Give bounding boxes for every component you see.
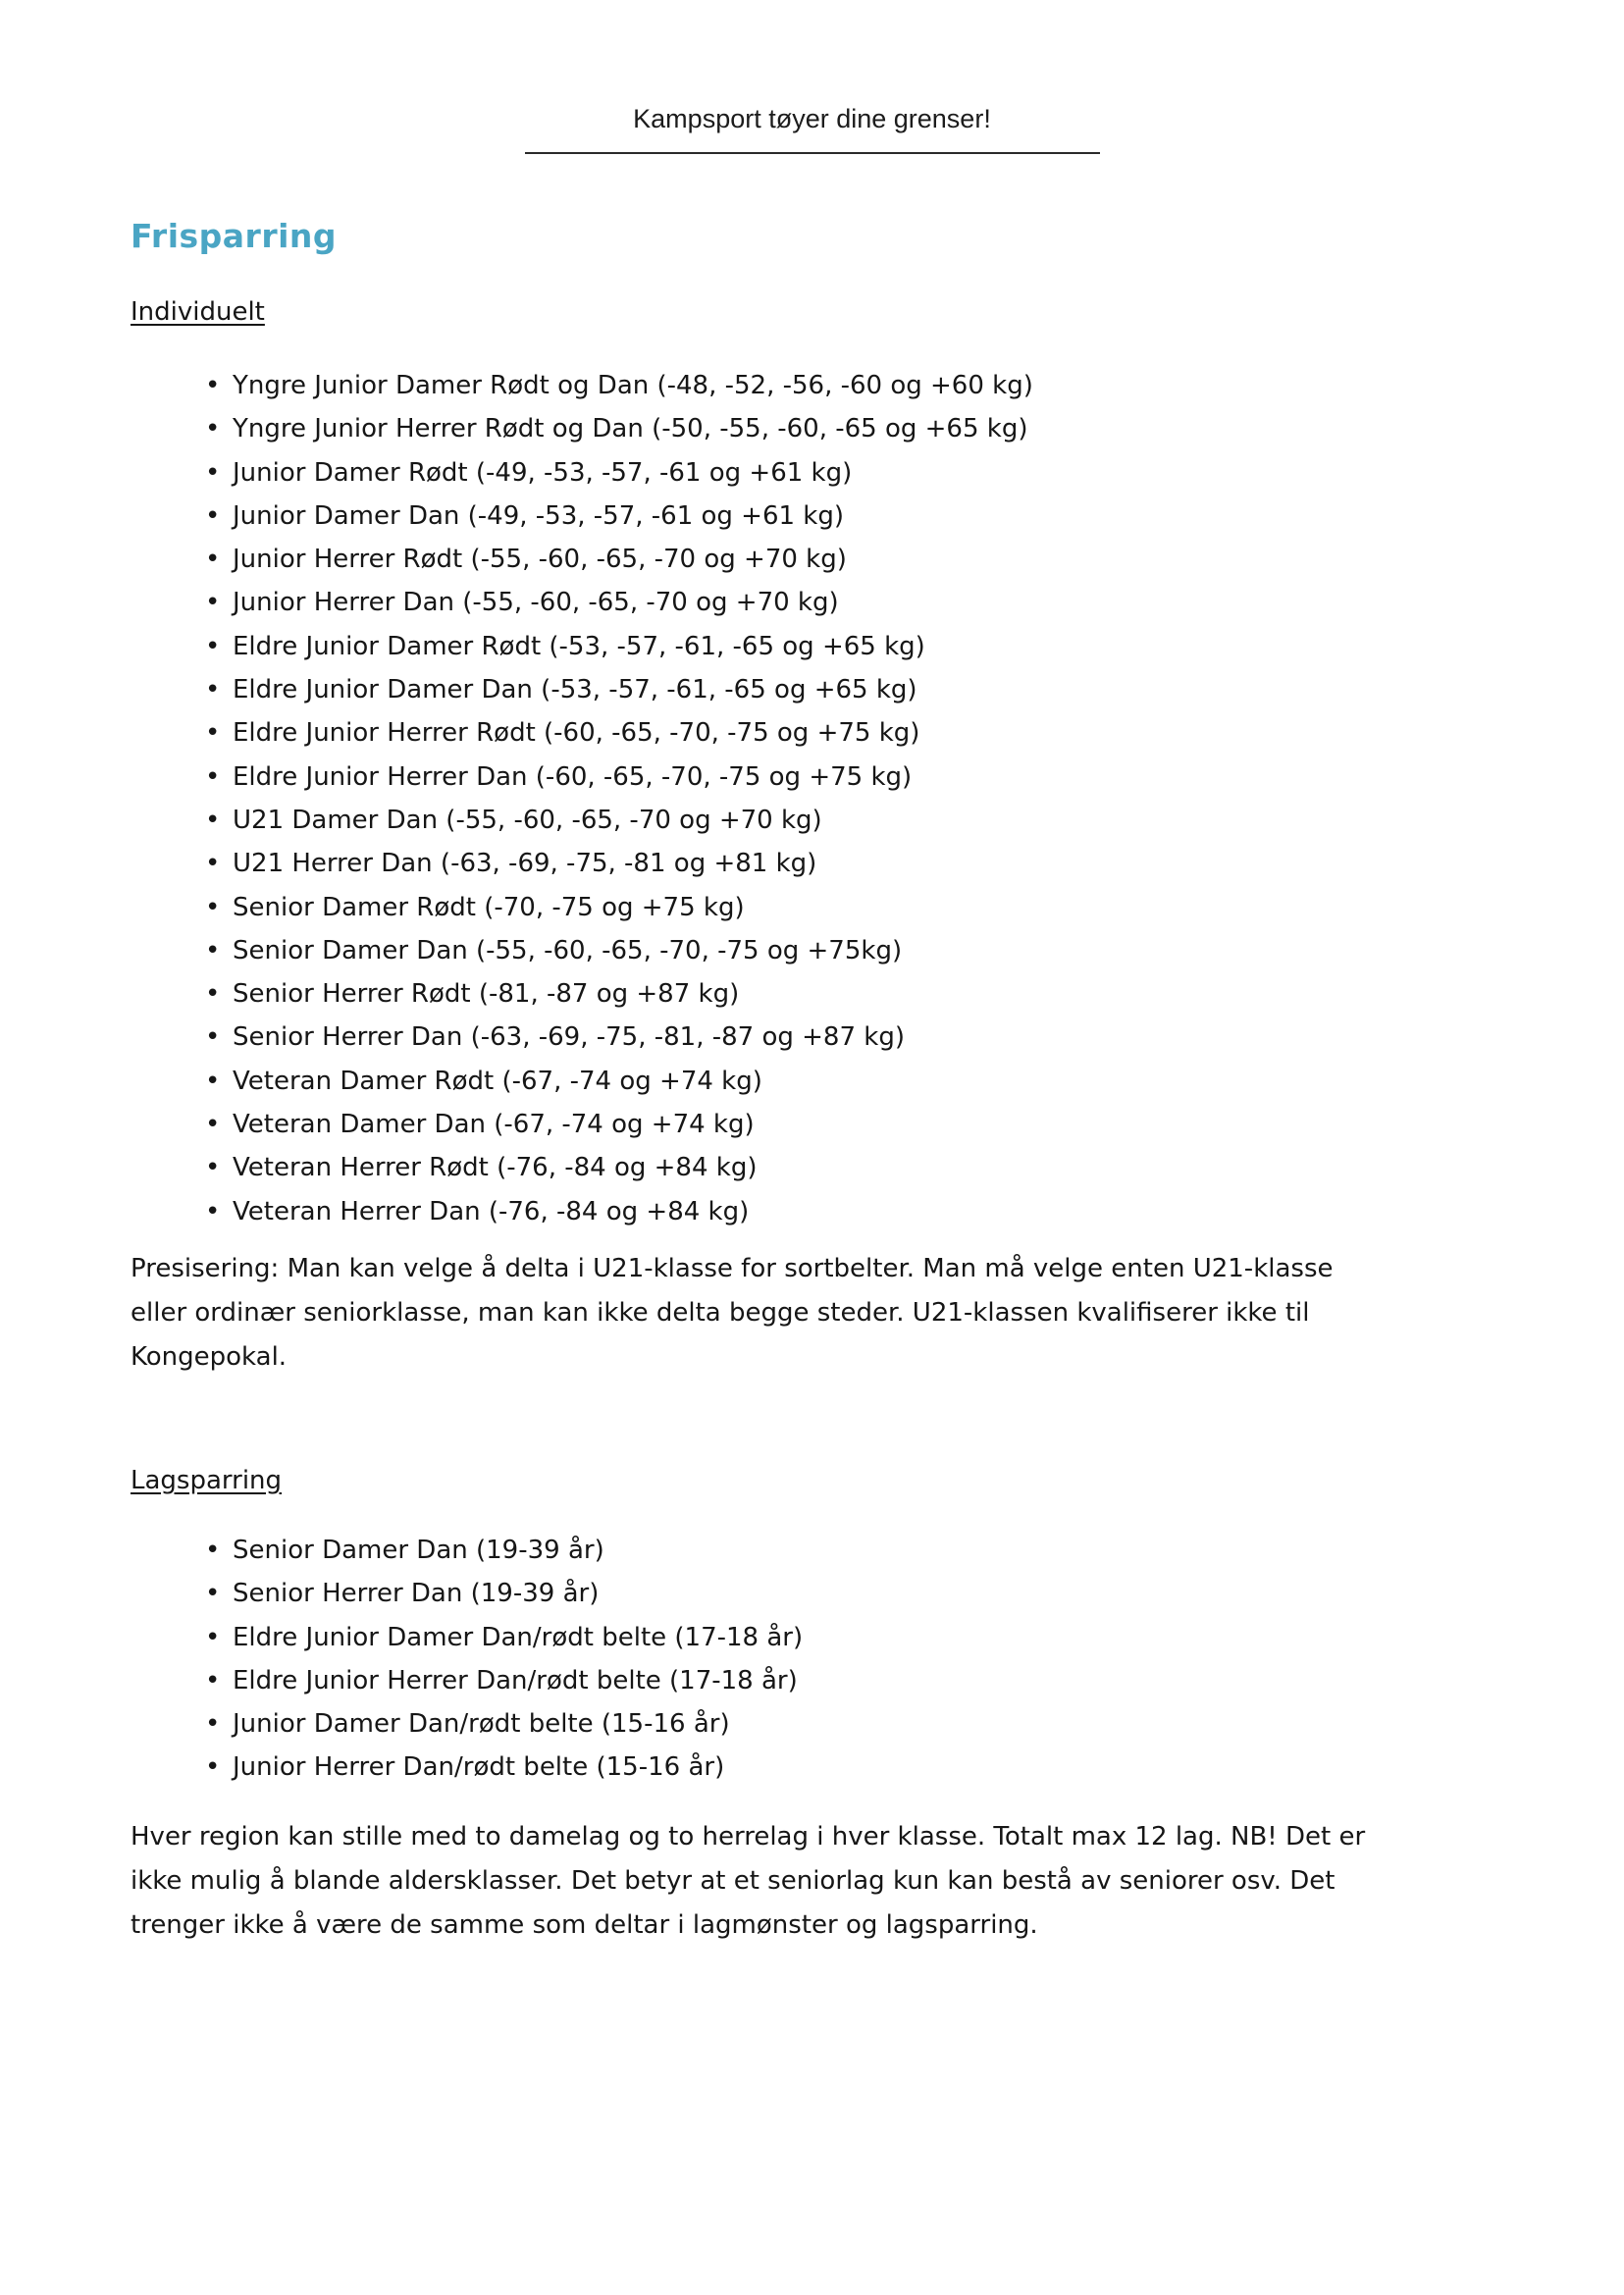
list-item: • Eldre Junior Herrer Rødt (-60, -65, -70, -75 og +75 kg) — [131, 711, 1526, 755]
page-title: Frisparring — [131, 217, 338, 255]
paragraph-line: Kongepokal. — [131, 1341, 288, 1372]
paragraph-line: ikke mulig å blande aldersklasser. Det betyr at et seniorlag kun kan bestå av seniorer osv. Det — [131, 1865, 1336, 1896]
presisering-paragraph — [131, 1247, 1526, 1380]
list-item: • Eldre Junior Damer Dan (-53, -57, -61, -65 og +65 kg) — [131, 668, 1526, 711]
list-item: • Senior Herrer Dan (19-39 år) — [131, 1572, 1526, 1615]
list-item: • U21 Damer Dan (-55, -60, -65, -70 og +70 kg) — [131, 799, 1526, 842]
section-heading-lagsparring: Lagsparring — [131, 1465, 283, 1495]
header-tagline: Kampsport tøyer dine grenser! — [633, 104, 991, 133]
paragraph-line: Presisering: Man kan velge å delta i U21-klasse for sortbelter. Man må velge enten U21-klasse — [131, 1253, 1334, 1283]
list-item: • Eldre Junior Damer Dan/rødt belte (17-18 år) — [131, 1616, 1526, 1659]
paragraph-line: eller ordinær seniorklasse, man kan ikke delta begge steder. U21-klassen kvalifiserer ikke til — [131, 1297, 1310, 1328]
document-header — [0, 0, 1624, 154]
list-item: • Junior Damer Rødt (-49, -53, -57, -61 og +61 kg) — [131, 451, 1526, 495]
team-classes-list — [131, 1529, 1526, 1790]
list-item: • Junior Herrer Rødt (-55, -60, -65, -70 og +70 kg) — [131, 538, 1526, 581]
paragraph-line: trenger ikke å være de samme som deltar i lagmønster og lagsparring. — [131, 1909, 1038, 1940]
list-item: • Veteran Damer Dan (-67, -74 og +74 kg) — [131, 1103, 1526, 1146]
list-item: • Senior Herrer Rødt (-81, -87 og +87 kg) — [131, 972, 1526, 1016]
list-item: • Veteran Herrer Dan (-76, -84 og +84 kg) — [131, 1190, 1526, 1233]
list-item: • Senior Damer Rødt (-70, -75 og +75 kg) — [131, 886, 1526, 929]
list-item: • U21 Herrer Dan (-63, -69, -75, -81 og +81 kg) — [131, 842, 1526, 885]
list-item: • Eldre Junior Herrer Dan/rødt belte (17-18 år) — [131, 1659, 1526, 1702]
list-item: • Yngre Junior Damer Rødt og Dan (-48, -52, -56, -60 og +60 kg) — [131, 364, 1526, 407]
list-item: • Junior Herrer Dan (-55, -60, -65, -70 og +70 kg) — [131, 581, 1526, 624]
list-item: • Senior Herrer Dan (-63, -69, -75, -81, -87 og +87 kg) — [131, 1016, 1526, 1059]
list-item: • Yngre Junior Herrer Rødt og Dan (-50, -55, -60, -65 og +65 kg) — [131, 407, 1526, 450]
list-item: • Junior Herrer Dan/rødt belte (15-16 år) — [131, 1746, 1526, 1789]
list-item: • Senior Damer Dan (-55, -60, -65, -70, -75 og +75kg) — [131, 929, 1526, 972]
paragraph-line: Hver region kan stille med to damelag og to herrelag i hver klasse. Totalt max 12 lag. NB! Det er — [131, 1821, 1366, 1852]
document-body — [131, 217, 1526, 1948]
list-item: • Junior Damer Dan (-49, -53, -57, -61 og +61 kg) — [131, 495, 1526, 538]
header-rule — [525, 152, 1100, 154]
lagsparring-note-paragraph — [131, 1815, 1526, 1948]
list-item: • Veteran Damer Rødt (-67, -74 og +74 kg) — [131, 1060, 1526, 1103]
list-item: • Veteran Herrer Rødt (-76, -84 og +84 kg) — [131, 1146, 1526, 1189]
list-item: • Eldre Junior Herrer Dan (-60, -65, -70, -75 og +75 kg) — [131, 756, 1526, 799]
individual-classes-list — [131, 364, 1526, 1233]
list-item: • Eldre Junior Damer Rødt (-53, -57, -61, -65 og +65 kg) — [131, 625, 1526, 668]
list-item: • Junior Damer Dan/rødt belte (15-16 år) — [131, 1702, 1526, 1746]
section-heading-individuelt: Individuelt — [131, 297, 265, 327]
list-item: • Senior Damer Dan (19-39 år) — [131, 1529, 1526, 1572]
